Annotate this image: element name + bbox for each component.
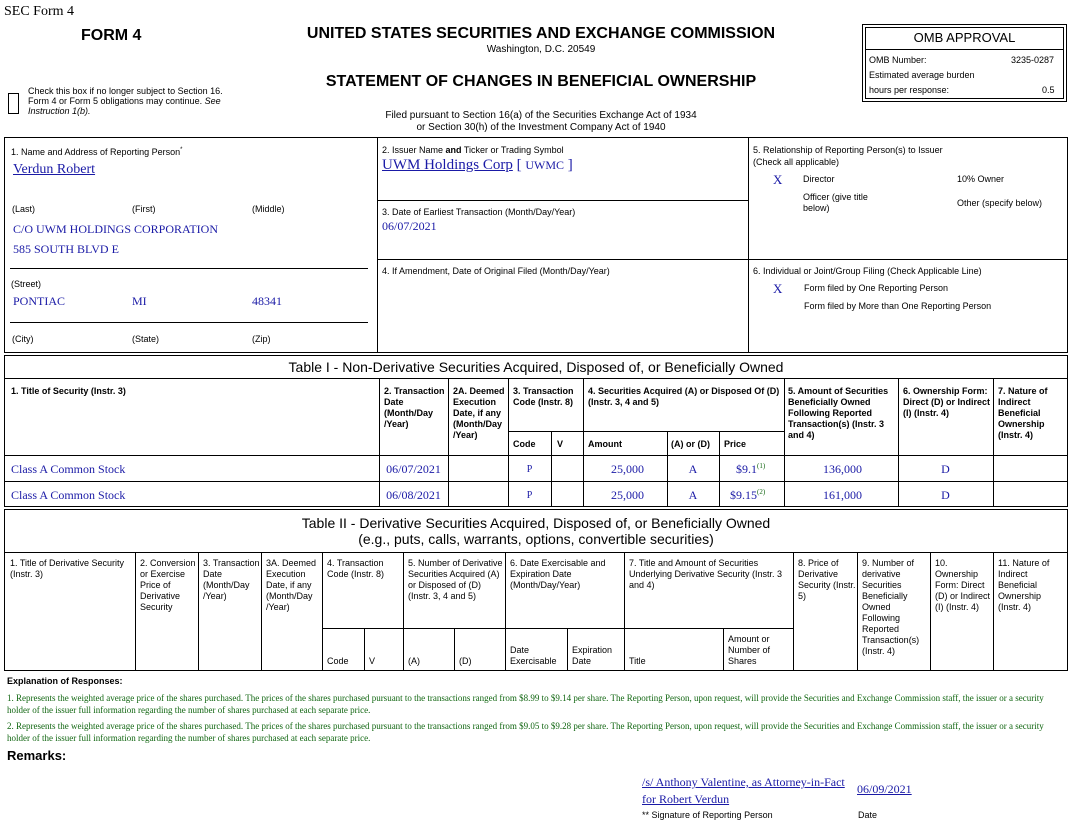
- t1-r2-a-or-d: A: [688, 488, 698, 502]
- t2-h-exercisable: 6. Date Exercisable and Expiration Date (Month/Day/Year): [510, 558, 606, 590]
- table-2-title: Table II - Derivative Securities Acquired, Disposed of, or Beneficially Owned: [301, 515, 771, 531]
- t2-sub-code: Code: [327, 656, 349, 666]
- t2-sub-title: Title: [629, 656, 646, 666]
- address-line-1: C/O UWM HOLDINGS CORPORATION: [13, 222, 219, 236]
- t1-r2-date: 06/08/2021: [386, 488, 441, 502]
- t1-h-nature: 7. Nature of Indirect Beneficial Ownership (Instr. 4): [998, 386, 1048, 440]
- t2-h-price: 8. Price of Derivative Security (Instr. 5): [798, 558, 856, 601]
- no-longer-subject-checkbox[interactable]: [8, 93, 19, 114]
- t2-sub-a: (A): [408, 656, 420, 666]
- omb-title: OMB APPROVAL: [913, 30, 1016, 45]
- t1-sub-amount: Amount: [588, 439, 622, 449]
- t1-sub-price: Price: [724, 439, 747, 449]
- t2-sub-exercisable: Date Exercisable: [510, 645, 557, 666]
- officer-label: Officer (give title below): [803, 192, 868, 213]
- reporting-person-name-link[interactable]: Verdun Robert: [13, 162, 96, 177]
- city-value: PONTIAC: [13, 294, 66, 308]
- t1-r1-owned: 136,000: [823, 462, 862, 476]
- one-person-label: Form filed by One Reporting Person: [804, 283, 949, 293]
- t1-sub-a-or-d: (A) or (D): [671, 439, 710, 449]
- street-label: (Street): [11, 279, 42, 289]
- more-persons-label: Form filed by More than One Reporting Person: [804, 301, 992, 311]
- box5-label: 5. Relationship of Reporting Person(s) to Issuer: [753, 145, 943, 155]
- footnote-1: 1. Represents the weighted average price of the shares purchased. The prices of the shares purchased pursuant to the transactions ranged from $8.99 to $9.14 per share. The Reporting Person, upon request, will provide the Securities and Exchange Commission staff, the issuer or a security holder of the issuer full information regarding the number of shares purchased at each separate price.: [7, 693, 1044, 715]
- agency-title: UNITED STATES SECURITIES AND EXCHANGE COMMISSION: [306, 25, 776, 42]
- t1-r2-code: P: [526, 490, 533, 501]
- box5-sub: (Check all applicable): [753, 157, 840, 167]
- table-row: Class A Common Stock: [11, 488, 126, 502]
- box3-label: 3. Date of Earliest Transaction (Month/Day/Year): [382, 207, 576, 217]
- t2-h-title: 1. Title of Derivative Security (Instr. 3): [10, 558, 125, 579]
- first-label: (First): [132, 204, 156, 214]
- footnote-2: 2. Represents the weighted average price of the shares purchased. The prices of the shares purchased pursuant to the transactions ranged from $9.05 to $9.28 per share. The Reporting Person, upon request, will provide the Securities and Exchange Commission staff, the issuer or a security holder of the issuer full information regarding the number of shares purchased at each separate price.: [7, 721, 1044, 743]
- issuer-line: UWM Holdings Corp [ UWMC ]: [382, 157, 573, 173]
- filed-line-1: Filed pursuant to Section 16(a) of the Securities Exchange Act of 1934: [385, 110, 697, 121]
- t1-r2-form: D: [941, 488, 950, 502]
- t1-r1-form: D: [941, 462, 950, 476]
- checkbox-text: Check this box if no longer subject to Section 16. Form 4 or Form 5 obligations may continue. See Instruction 1(b).: [28, 86, 223, 116]
- t2-h-owned: 9. Number of derivative Securities Beneficially Owned Following Reported Transaction(s) (Instr. 4): [862, 558, 920, 656]
- table-row: Class A Common Stock: [11, 462, 126, 476]
- remarks-heading: Remarks:: [7, 748, 67, 763]
- statement-title: STATEMENT OF CHANGES IN BENEFICIAL OWNERSHIP: [325, 73, 757, 90]
- state-value: MI: [132, 294, 147, 308]
- t1-r2-price: $9.15$^{(2)}$: [730, 488, 766, 502]
- t1-r1-date: 06/07/2021: [386, 462, 441, 476]
- t1-h-title: 1. Title of Security (Instr. 3): [11, 386, 126, 396]
- omb-burden-label: Estimated average burden: [869, 70, 975, 80]
- agency-location: Washington, D.C. 20549: [486, 44, 596, 55]
- t1-sub-code: Code: [513, 439, 536, 449]
- t1-h-ownership-form: 6. Ownership Form: Direct (D) or Indirect (I) (Instr. 4): [903, 386, 991, 418]
- earliest-transaction-date: 06/07/2021: [382, 219, 437, 233]
- one-person-checkmark[interactable]: X: [773, 281, 783, 296]
- signature-link[interactable]: /s/ Anthony Valentine, as Attorney-in-Fact for Robert Verdun: [642, 775, 845, 806]
- t2-h-conversion: 2. Conversion or Exercise Price of Derivative Security: [140, 558, 196, 612]
- box2-label: 2. Issuer Name and Ticker or Trading Symbol: [382, 145, 564, 155]
- director-label: Director: [803, 174, 835, 184]
- t2-h-form: 10. Ownership Form: Direct (D) or Indirect (I) (Instr. 4): [935, 558, 991, 612]
- signature-label: ** Signature of Reporting Person: [642, 810, 773, 820]
- t2-sub-d: (D): [459, 656, 472, 666]
- omb-hours-value: 0.5: [1042, 85, 1055, 95]
- t1-r1-amount: 25,000: [611, 462, 644, 476]
- box1-label: 1. Name and Address of Reporting Person*: [11, 147, 183, 157]
- t1-r1-price: $9.1$^{(1)}$: [736, 462, 766, 476]
- filed-line-2: or Section 30(h) of the Investment Company Act of 1940: [416, 122, 666, 133]
- director-checkmark[interactable]: X: [773, 172, 783, 187]
- zip-value: 48341: [252, 294, 282, 308]
- footnote-1-ref[interactable]: (1): [757, 462, 766, 470]
- t1-h-deemed: 2A. Deemed Execution Date, if any (Month/Day /Year): [453, 386, 505, 440]
- omb-number-value: 3235-0287: [1011, 55, 1055, 65]
- state-label: (State): [132, 334, 160, 344]
- explanation-heading: Explanation of Responses:: [7, 676, 123, 686]
- t2-h-code: 4. Transaction Code (Instr. 8): [327, 558, 385, 579]
- t1-h-date: 2. Transaction Date (Month/Day /Year): [384, 386, 445, 429]
- t2-h-number: 5. Number of Derivative Securities Acquired (A) or Disposed of (D) (Instr. 3, 4 and 5): [408, 558, 503, 601]
- city-label: (City): [12, 334, 34, 344]
- t1-r1-a-or-d: A: [688, 462, 698, 476]
- ten-percent-owner-label: 10% Owner: [957, 174, 1005, 184]
- t2-h-underlying: 7. Title and Amount of Securities Underlying Derivative Security (Instr. 3 and 4): [629, 558, 783, 590]
- box6-label: 6. Individual or Joint/Group Filing (Check Applicable Line): [753, 266, 982, 276]
- table-2-subtitle: (e.g., puts, calls, warrants, options, convertible securities): [358, 531, 714, 547]
- t1-r2-owned: 161,000: [823, 488, 862, 502]
- table-1-title: Table I - Non-Derivative Securities Acquired, Disposed of, or Beneficially Owned: [288, 359, 784, 375]
- other-label: Other (specify below): [957, 198, 1043, 208]
- address-line-2: 585 SOUTH BLVD E: [13, 242, 119, 256]
- form-title: FORM 4: [81, 27, 142, 44]
- box4-label: 4. If Amendment, Date of Original Filed (Month/Day/Year): [382, 266, 610, 276]
- t2-h-date: 3. Transaction Date (Month/Day /Year): [203, 558, 260, 601]
- middle-label: (Middle): [252, 204, 285, 214]
- omb-number-label: OMB Number:: [869, 55, 927, 65]
- ticker-symbol: UWMC: [525, 158, 565, 172]
- t2-sub-shares: Amount or Number of Shares: [728, 634, 771, 666]
- t1-h-securities: 4. Securities Acquired (A) or Disposed Of (D) (Instr. 3, 4 and 5): [588, 386, 780, 407]
- signature-date-link[interactable]: 06/09/2021: [857, 782, 912, 796]
- t2-sub-v: V: [369, 656, 376, 666]
- sec-form-label: SEC Form 4: [4, 4, 75, 19]
- t1-sub-v: V: [557, 439, 564, 449]
- t2-h-nature: 11. Nature of Indirect Beneficial Ownership (Instr. 4): [998, 558, 1050, 612]
- t1-h-code: 3. Transaction Code (Instr. 8): [513, 386, 574, 407]
- footnote-2-ref[interactable]: (2): [757, 488, 766, 496]
- issuer-name-link[interactable]: UWM Holdings Corp: [382, 157, 513, 173]
- t1-h-amount-owned: 5. Amount of Securities Beneficially Owned Following Reported Transaction(s) (Instr. 3 and 4): [788, 386, 889, 440]
- t1-r1-code: P: [526, 464, 533, 475]
- last-label: (Last): [12, 204, 36, 214]
- date-label: Date: [858, 810, 878, 820]
- omb-hours-label: hours per response:: [869, 85, 950, 95]
- t2-h-deemed: 3A. Deemed Execution Date, if any (Month/Day /Year): [266, 558, 317, 612]
- t1-r2-amount: 25,000: [611, 488, 644, 502]
- zip-label: (Zip): [252, 334, 271, 344]
- t2-sub-expiration: Expiration Date: [572, 645, 613, 666]
